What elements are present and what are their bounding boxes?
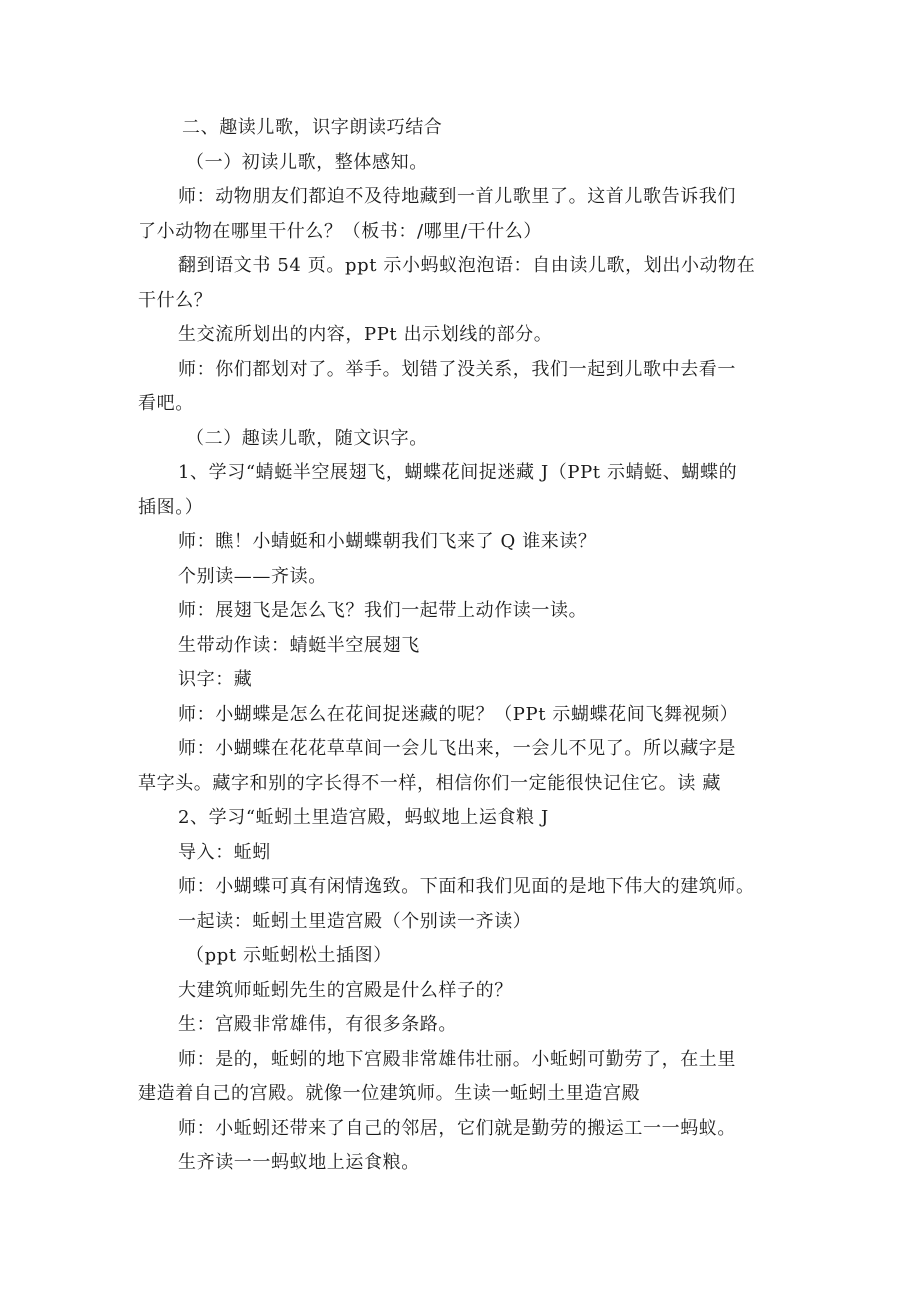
paragraph-line: 师：你们都划对了。举手。划错了没关系，我们一起到儿歌中去看一 xyxy=(178,358,736,380)
paragraph-line: （ppt 示蚯蚓松土插图） xyxy=(186,945,392,966)
paragraph-line: 生：宫殿非常雄伟，有很多条路。 xyxy=(178,1014,457,1035)
paragraph-line: 师：小蝴蝶在花花草草间一会儿飞出来，一会儿不见了。所以藏字是 xyxy=(178,738,736,759)
paragraph-line: 1、学习“蜻蜓半空展翅飞，蝴蝶花间捉迷藏 J（PPt 示蜻蜓、蝴蝶的 xyxy=(178,462,738,483)
paragraph-line: 师：展翅飞是怎么飞？我们一起带上动作读一读。 xyxy=(178,600,588,621)
paragraph-line: 师：小蝴蝶可真有闲情逸致。下面和我们见面的是地下伟大的建筑师。 xyxy=(178,876,755,897)
paragraph-line: 师：动物朋友们都迫不及待地藏到一首儿歌里了。这首儿歌告诉我们 xyxy=(178,186,736,207)
paragraph-line: 生带动作读：蜻蜓半空展翅飞 xyxy=(178,634,420,656)
paragraph-line: 生交流所划出的内容，PPt 出示划线的部分。 xyxy=(178,324,553,345)
paragraph-line: 草字头。藏字和别的字长得不一样，相信你们一定能很快记住它。读 藏 xyxy=(138,772,721,794)
paragraph-line: 师：小蚯蚓还带来了自己的邻居，它们就是勤劳的搬运工一一蚂蚁。 xyxy=(178,1117,736,1139)
paragraph-line: 师：小蝴蝶是怎么在花间捉迷藏的呢？（PPt 示蝴蝶花间飞舞视频） xyxy=(178,703,739,725)
paragraph-line: 翻到语文书 54 页。ppt 示小蚂蚁泡泡语：自由读儿歌，划出小动物在 xyxy=(178,255,756,276)
paragraph-line: 干什么？ xyxy=(138,289,213,311)
lesson-plan-text xyxy=(138,111,798,1181)
paragraph-line: 了小动物在哪里干什么？（板书：/哪里/干什么） xyxy=(138,220,542,242)
paragraph-line: 师：瞧！小蜻蜓和小蝴蝶朝我们飞来了 Q 谁来读？ xyxy=(178,531,597,552)
paragraph-line: 建造着自己的宫殿。就像一位建筑师。生读一蚯蚓土里造宫殿 xyxy=(138,1083,641,1104)
paragraph-line: 导入：蚯蚓 xyxy=(178,841,271,863)
paragraph-line: 识字：藏 xyxy=(178,669,253,690)
paragraph-line: 二、趣读儿歌，识字朗读巧结合 xyxy=(182,117,443,138)
paragraph-line: 生齐读一一蚂蚁地上运食粮。 xyxy=(178,1152,420,1173)
paragraph-line: （一）初读儿歌，整体感知。 xyxy=(186,151,428,173)
paragraph-line: （二）趣读儿歌，随文识字。 xyxy=(186,427,428,449)
paragraph-line: 2、学习“蚯蚓土里造宫殿，蚂蚁地上运食粮 J xyxy=(178,807,549,828)
paragraph-line: 大建筑师蚯蚓先生的宫殿是什么样子的？ xyxy=(178,979,513,1001)
paragraph-line: 插图。） xyxy=(138,496,204,518)
paragraph-line: 看吧。 xyxy=(138,393,194,414)
paragraph-line: 师：是的，蚯蚓的地下宫殿非常雄伟壮丽。小蚯蚓可勤劳了，在土里 xyxy=(178,1048,736,1070)
paragraph-line: 个别读——齐读。 xyxy=(178,565,327,587)
paragraph-line: 一起读：蚯蚓土里造宫殿（个别读一齐读） xyxy=(178,910,532,932)
